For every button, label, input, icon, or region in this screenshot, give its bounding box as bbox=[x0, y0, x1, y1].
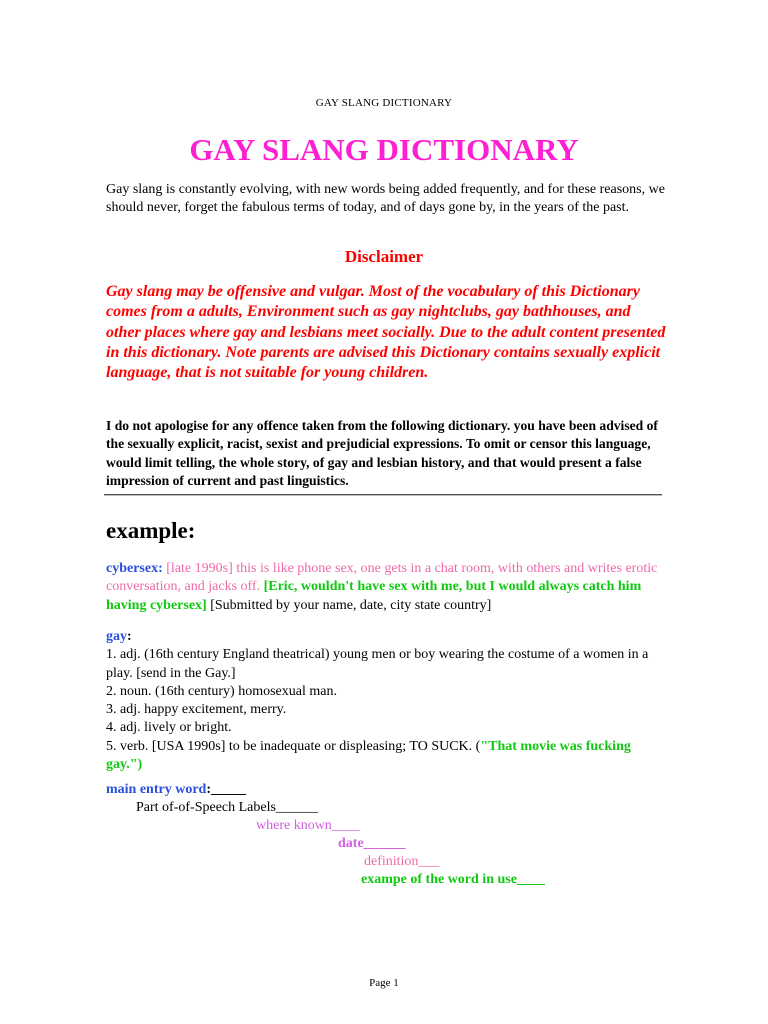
disclaimer-heading: Disclaimer bbox=[344, 247, 424, 266]
document-title: GAY SLANG DICTIONARY bbox=[189, 132, 579, 167]
template-where-known: where known____ bbox=[256, 818, 360, 833]
entry-submitted: [Submitted by your name, date, city state country] bbox=[206, 597, 492, 613]
sense-5-text: 5. verb. [USA 1990s] to be inadequate or displeasing; TO SUCK. ( bbox=[106, 738, 481, 754]
entry-date: [late 1990s] bbox=[166, 561, 233, 576]
headword-gay: gay bbox=[106, 629, 127, 644]
template-date: date______ bbox=[338, 836, 406, 851]
sense-5-quote: "That movie was fucking gay.") bbox=[106, 738, 631, 773]
headword-cybersex: cybersex: bbox=[106, 561, 163, 576]
sense-3: 3. adj. happy excitement, merry. bbox=[106, 702, 287, 718]
entry-usage: [Eric, wouldn't have sex with me, but I would always catch him having cybersex] bbox=[106, 579, 642, 613]
headword-gay-line bbox=[106, 628, 666, 646]
intro-paragraph: Gay slang is constantly evolving, with new words being added frequently, and for these reasons, we should never, forget the fabulous terms of today, and of days gone by, in the years of the past. bbox=[106, 182, 665, 215]
sense-4: 4. adj. lively or bright. bbox=[106, 720, 232, 736]
horizontal-rule bbox=[104, 494, 662, 496]
example-heading: example: bbox=[106, 518, 196, 543]
template-main-entry-label: main entry word bbox=[106, 782, 207, 797]
sense-1: 1. adj. (16th century England theatrical) young men or boy wearing the costume of a women in a play. [send in the Gay.] bbox=[106, 647, 649, 681]
entry-gay bbox=[106, 628, 666, 774]
template-main-entry bbox=[106, 781, 246, 799]
running-header: GAY SLANG DICTIONARY bbox=[315, 97, 453, 109]
apology-paragraph: I do not apologise for any offence taken from the following dictionary. you have been advised of the sexually explicit, racist, sexist and prejudicial expressions. To omit or censor this language, would limit telling, the whole story, of gay and lesbian history, and that would present a false impression of current and past linguistics. bbox=[106, 418, 658, 488]
template-main-entry-blank: :_____ bbox=[206, 782, 246, 797]
entry-definition: this is like phone sex, one gets in a chat room, with others and writes erotic conversation, and jacks off. bbox=[106, 561, 658, 595]
page-number: Page 1 bbox=[369, 977, 399, 989]
template-part-of-speech: Part of-of-Speech Labels______ bbox=[136, 800, 318, 815]
sense-2: 2. noun. (16th century) homosexual man. bbox=[106, 683, 337, 699]
template-definition: definition___ bbox=[364, 854, 440, 869]
entry-cybersex bbox=[106, 560, 666, 615]
template-example-use: exampe of the word in use____ bbox=[361, 872, 545, 887]
sense-5 bbox=[106, 738, 666, 775]
disclaimer-text: Gay slang may be offensive and vulgar. Most of the vocabulary of this Dictionary comes from a adults, Environment such as gay nightclubs, gay bathhouses, and other places where gay and lesbians meet socially. Due to the adult content presented in this dictionary. Note parents are advised this Dictionary contains sexually explicit language, that is not suitable for young children. bbox=[106, 283, 666, 382]
headword-gay-colon: : bbox=[127, 629, 132, 644]
